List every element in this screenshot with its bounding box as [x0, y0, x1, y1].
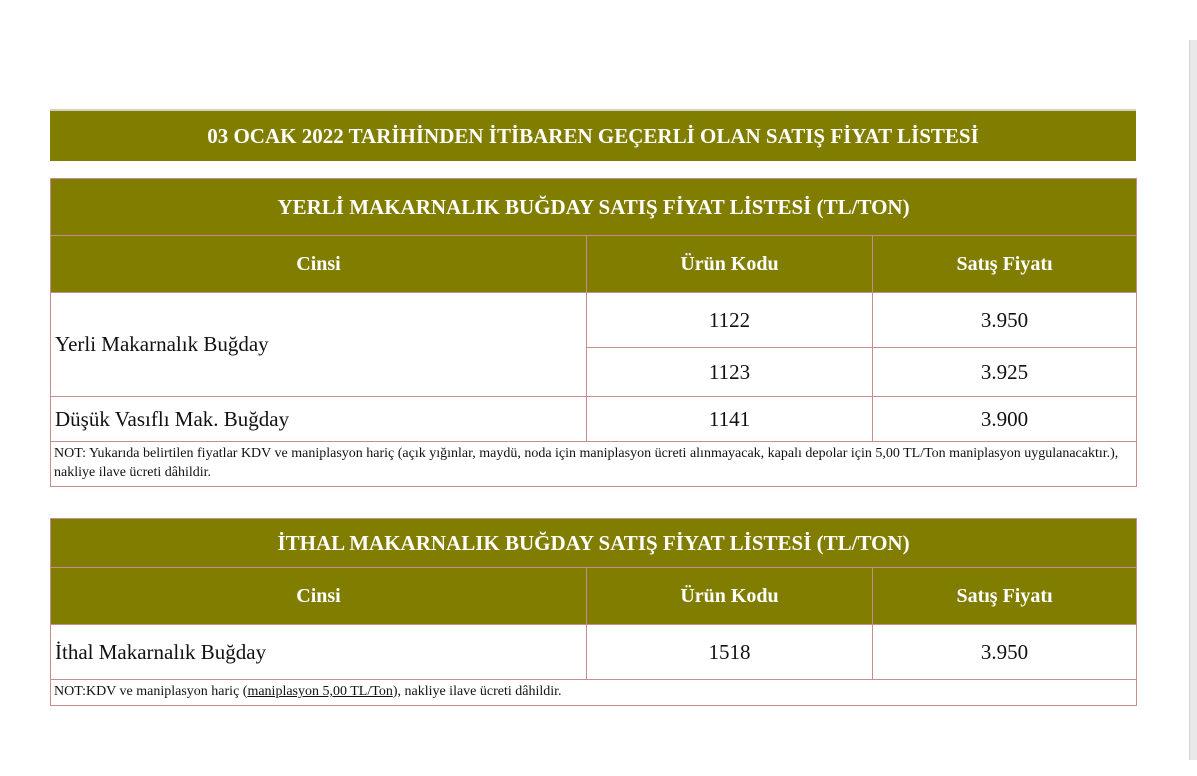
column-header-cinsi: Cinsi	[51, 236, 587, 293]
product-price: 3.900	[873, 397, 1137, 442]
product-code: 1141	[587, 397, 873, 442]
column-header-satis-fiyati: Satış Fiyatı	[873, 568, 1137, 625]
table-row	[51, 293, 1137, 348]
product-price: 3.950	[873, 293, 1137, 348]
product-code: 1518	[587, 625, 873, 680]
product-code: 1122	[587, 293, 873, 348]
column-header-urun-kodu: Ürün Kodu	[587, 236, 873, 293]
page-title: 03 OCAK 2022 TARİHİNDEN İTİBAREN GEÇERLİ OLAN SATIŞ FİYAT LİSTESİ	[50, 109, 1136, 161]
table-row	[51, 397, 1137, 442]
ithal-note-suffix: ), nakliye ilave ücreti dâhildir.	[392, 684, 562, 699]
ithal-note-underlined: maniplasyon 5,00 TL/Ton	[247, 684, 393, 699]
ithal-table-title: İTHAL MAKARNALIK BUĞDAY SATIŞ FİYAT LİSTESİ (TL/TON)	[51, 519, 1137, 568]
ithal-note	[51, 680, 1137, 706]
product-name: Yerli Makarnalık Buğday	[51, 293, 587, 397]
yerli-price-table	[50, 178, 1137, 487]
yerli-table-title: YERLİ MAKARNALIK BUĞDAY SATIŞ FİYAT LİSTESİ (TL/TON)	[51, 179, 1137, 236]
column-header-satis-fiyati: Satış Fiyatı	[873, 236, 1137, 293]
product-price: 3.950	[873, 625, 1137, 680]
page-edge	[1189, 40, 1197, 760]
product-price: 3.925	[873, 348, 1137, 397]
product-code: 1123	[587, 348, 873, 397]
column-header-cinsi: Cinsi	[51, 568, 587, 625]
ithal-price-table	[50, 518, 1137, 706]
ithal-note-prefix: NOT:KDV ve maniplasyon hariç (	[54, 684, 248, 699]
product-name: Düşük Vasıflı Mak. Buğday	[51, 397, 587, 442]
column-header-urun-kodu: Ürün Kodu	[587, 568, 873, 625]
table-row	[51, 625, 1137, 680]
product-name: İthal Makarnalık Buğday	[51, 625, 587, 680]
yerli-note: NOT: Yukarıda belirtilen fiyatlar KDV ve maniplasyon hariç (açık yığınlar, maydü, noda için maniplasyon ücreti alınmayacak, kapalı depolar için 5,00 TL/Ton maniplasyon uygulanacaktır.), nakliye ilave ücreti dâhildir.	[51, 442, 1137, 487]
